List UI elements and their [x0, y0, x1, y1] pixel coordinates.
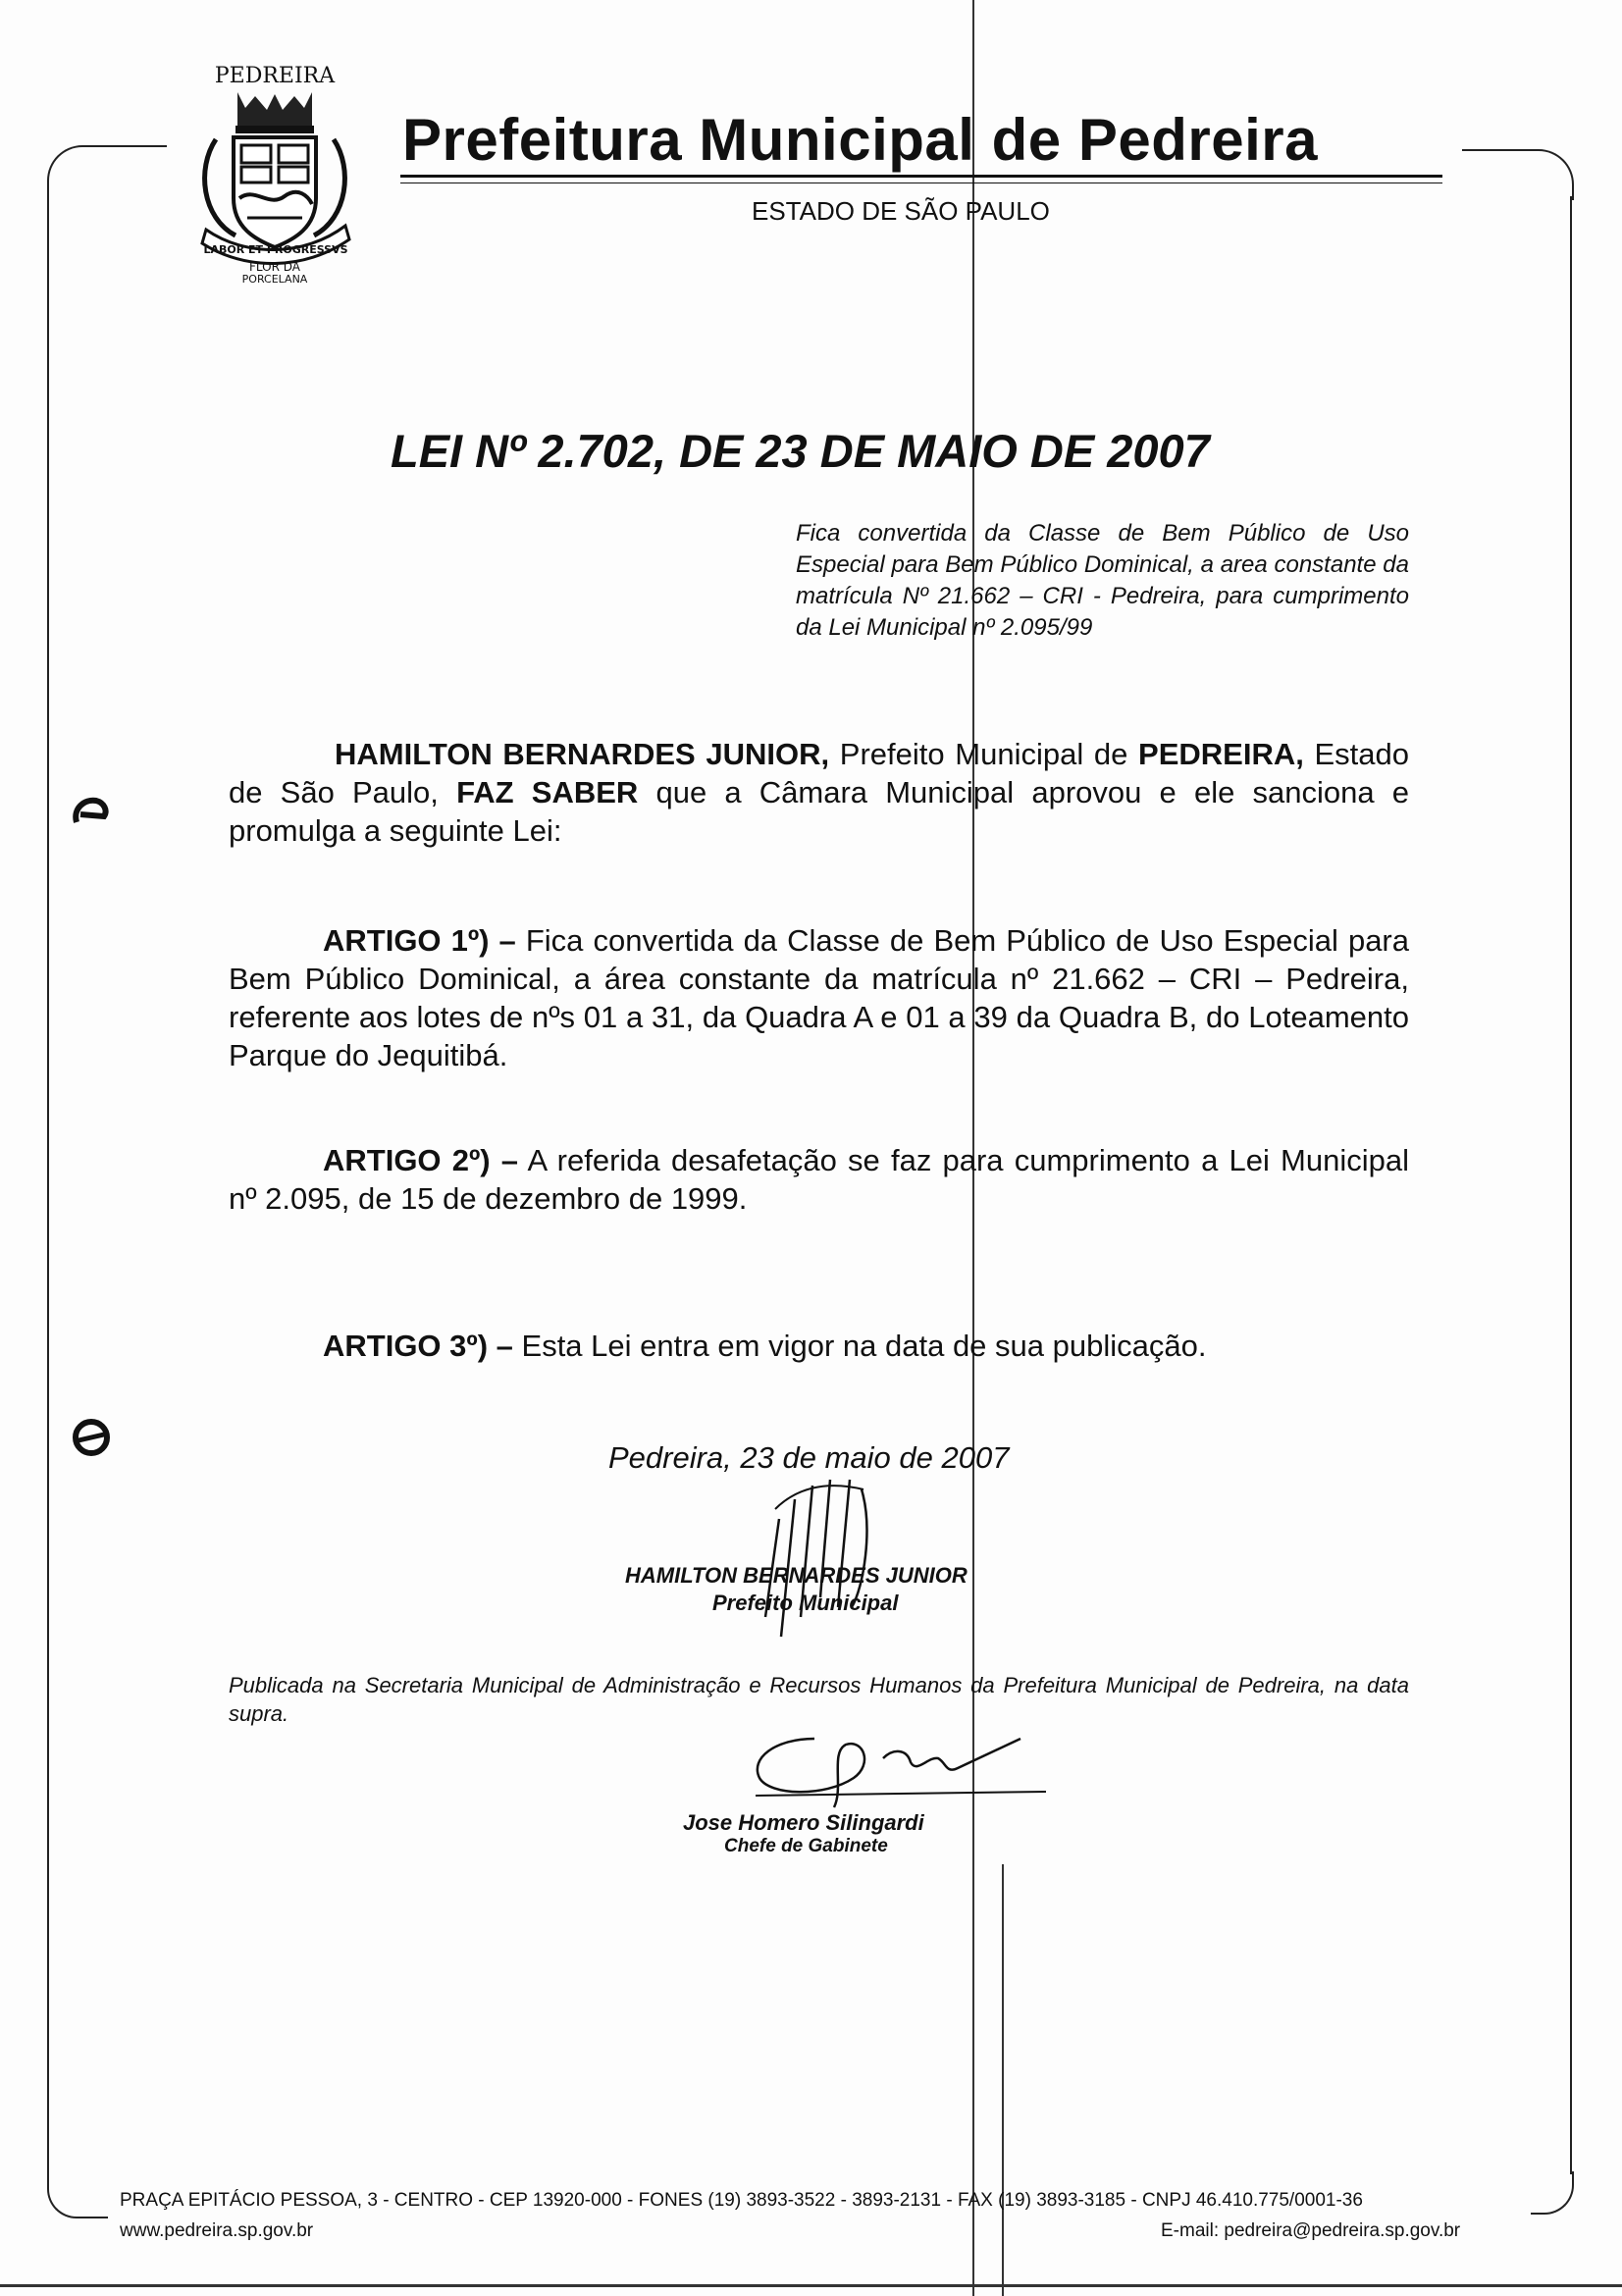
page-title: Prefeitura Municipal de Pedreira: [402, 107, 1318, 173]
chief-signature-icon: [736, 1719, 1060, 1817]
frame-corner-top-left: [47, 145, 167, 196]
punch-hole-icon: [69, 793, 110, 834]
intro-text: Estado de São Paulo,: [229, 737, 1410, 809]
intro-paragraph: [229, 735, 1409, 850]
publication-note: Publicada na Secretaria Municipal de Administração e Recursos Humanos da Prefeitura Municipal de Pedreira, na data supra.: [229, 1673, 1409, 1726]
signatory-2-role: Chefe de Gabinete: [724, 1836, 888, 1856]
mayor-name: HAMILTON BERNARDES JUNIOR,: [335, 737, 830, 771]
article-2: [229, 1141, 1409, 1218]
mayor-signature-icon: [756, 1450, 903, 1646]
signatory-1-name: HAMILTON BERNARDES JUNIOR: [625, 1563, 968, 1588]
article-text: A referida desafetação se faz para cumprimento a Lei Municipal nº 2.095, de 15 de dezembro de 1999.: [229, 1143, 1409, 1216]
intro-text: Prefeito Municipal de: [829, 737, 1139, 771]
crest-caption-line2: PORCELANA: [241, 273, 308, 285]
article-label: ARTIGO 1º) –: [323, 923, 516, 958]
article-text: Esta Lei entra em vigor na data de sua publicação.: [512, 1329, 1207, 1363]
article-3: [229, 1327, 1409, 1365]
page-subtitle: ESTADO DE SÃO PAULO: [752, 196, 1050, 226]
article-text: Fica convertida da Classe de Bem Público de Uso Especial para Bem Público Dominical, a área constante da matrícula nº 21.662 – CRI – Pedreira, referente aos lotes de nºs 01 a 31, da Quadra A e 01 a 39 da Quadra B, do Loteamento Parque do Jequitibá.: [229, 923, 1409, 1072]
coat-of-arms-icon: [177, 61, 373, 285]
frame-corner-top-right: [1462, 149, 1574, 200]
frame-left-border: [47, 192, 49, 2174]
law-title: LEI Nº 2.702, DE 23 DE MAIO DE 2007: [391, 425, 1210, 477]
crest-motto: LABOR ET PROGRESSVS: [203, 243, 348, 256]
title-underline: [400, 175, 1442, 183]
punch-hole-icon: [71, 1417, 112, 1458]
frame-right-border: [1570, 196, 1572, 2174]
page-bottom-edge: [0, 2284, 1622, 2287]
frame-corner-bottom-right: [1531, 2171, 1574, 2215]
intro-text: que a Câmara Municipal aprovou e ele sanciona e promulga a seguinte Lei:: [229, 775, 1409, 848]
footer-website[interactable]: www.pedreira.sp.gov.br: [120, 2220, 314, 2241]
frame-corner-bottom-left: [47, 2173, 108, 2218]
crest-top-text: PEDREIRA: [214, 64, 336, 88]
faz-saber: FAZ SABER: [456, 775, 639, 809]
signatory-1-role: Prefeito Municipal: [712, 1591, 899, 1615]
article-label: ARTIGO 2º) –: [323, 1143, 519, 1177]
scan-fold-line-lower: [1002, 1864, 1004, 2296]
footer-address: PRAÇA EPITÁCIO PESSOA, 3 - CENTRO - CEP 13920-000 - FONES (19) 3893-3522 - 3893-2131 - FAX (19) 3893-3185 - CNPJ 46.410.775/0001-36: [120, 2190, 1363, 2211]
article-1: [229, 921, 1409, 1074]
law-summary: Fica convertida da Classe de Bem Público de Uso Especial para Bem Público Dominical, a area constante da matrícula Nº 21.662 – CRI - Pedreira, para cumprimento da Lei Municipal nº 2.095/99: [796, 520, 1409, 641]
city-name: PEDREIRA,: [1138, 737, 1304, 771]
article-label: ARTIGO 3º) –: [323, 1329, 513, 1363]
place-date: Pedreira, 23 de maio de 2007: [608, 1440, 1010, 1475]
crest-caption-line1: FLOR DA: [249, 260, 300, 274]
footer-email[interactable]: E-mail: pedreira@pedreira.sp.gov.br: [1161, 2220, 1461, 2241]
signatory-2-name: Jose Homero Silingardi: [683, 1810, 924, 1835]
